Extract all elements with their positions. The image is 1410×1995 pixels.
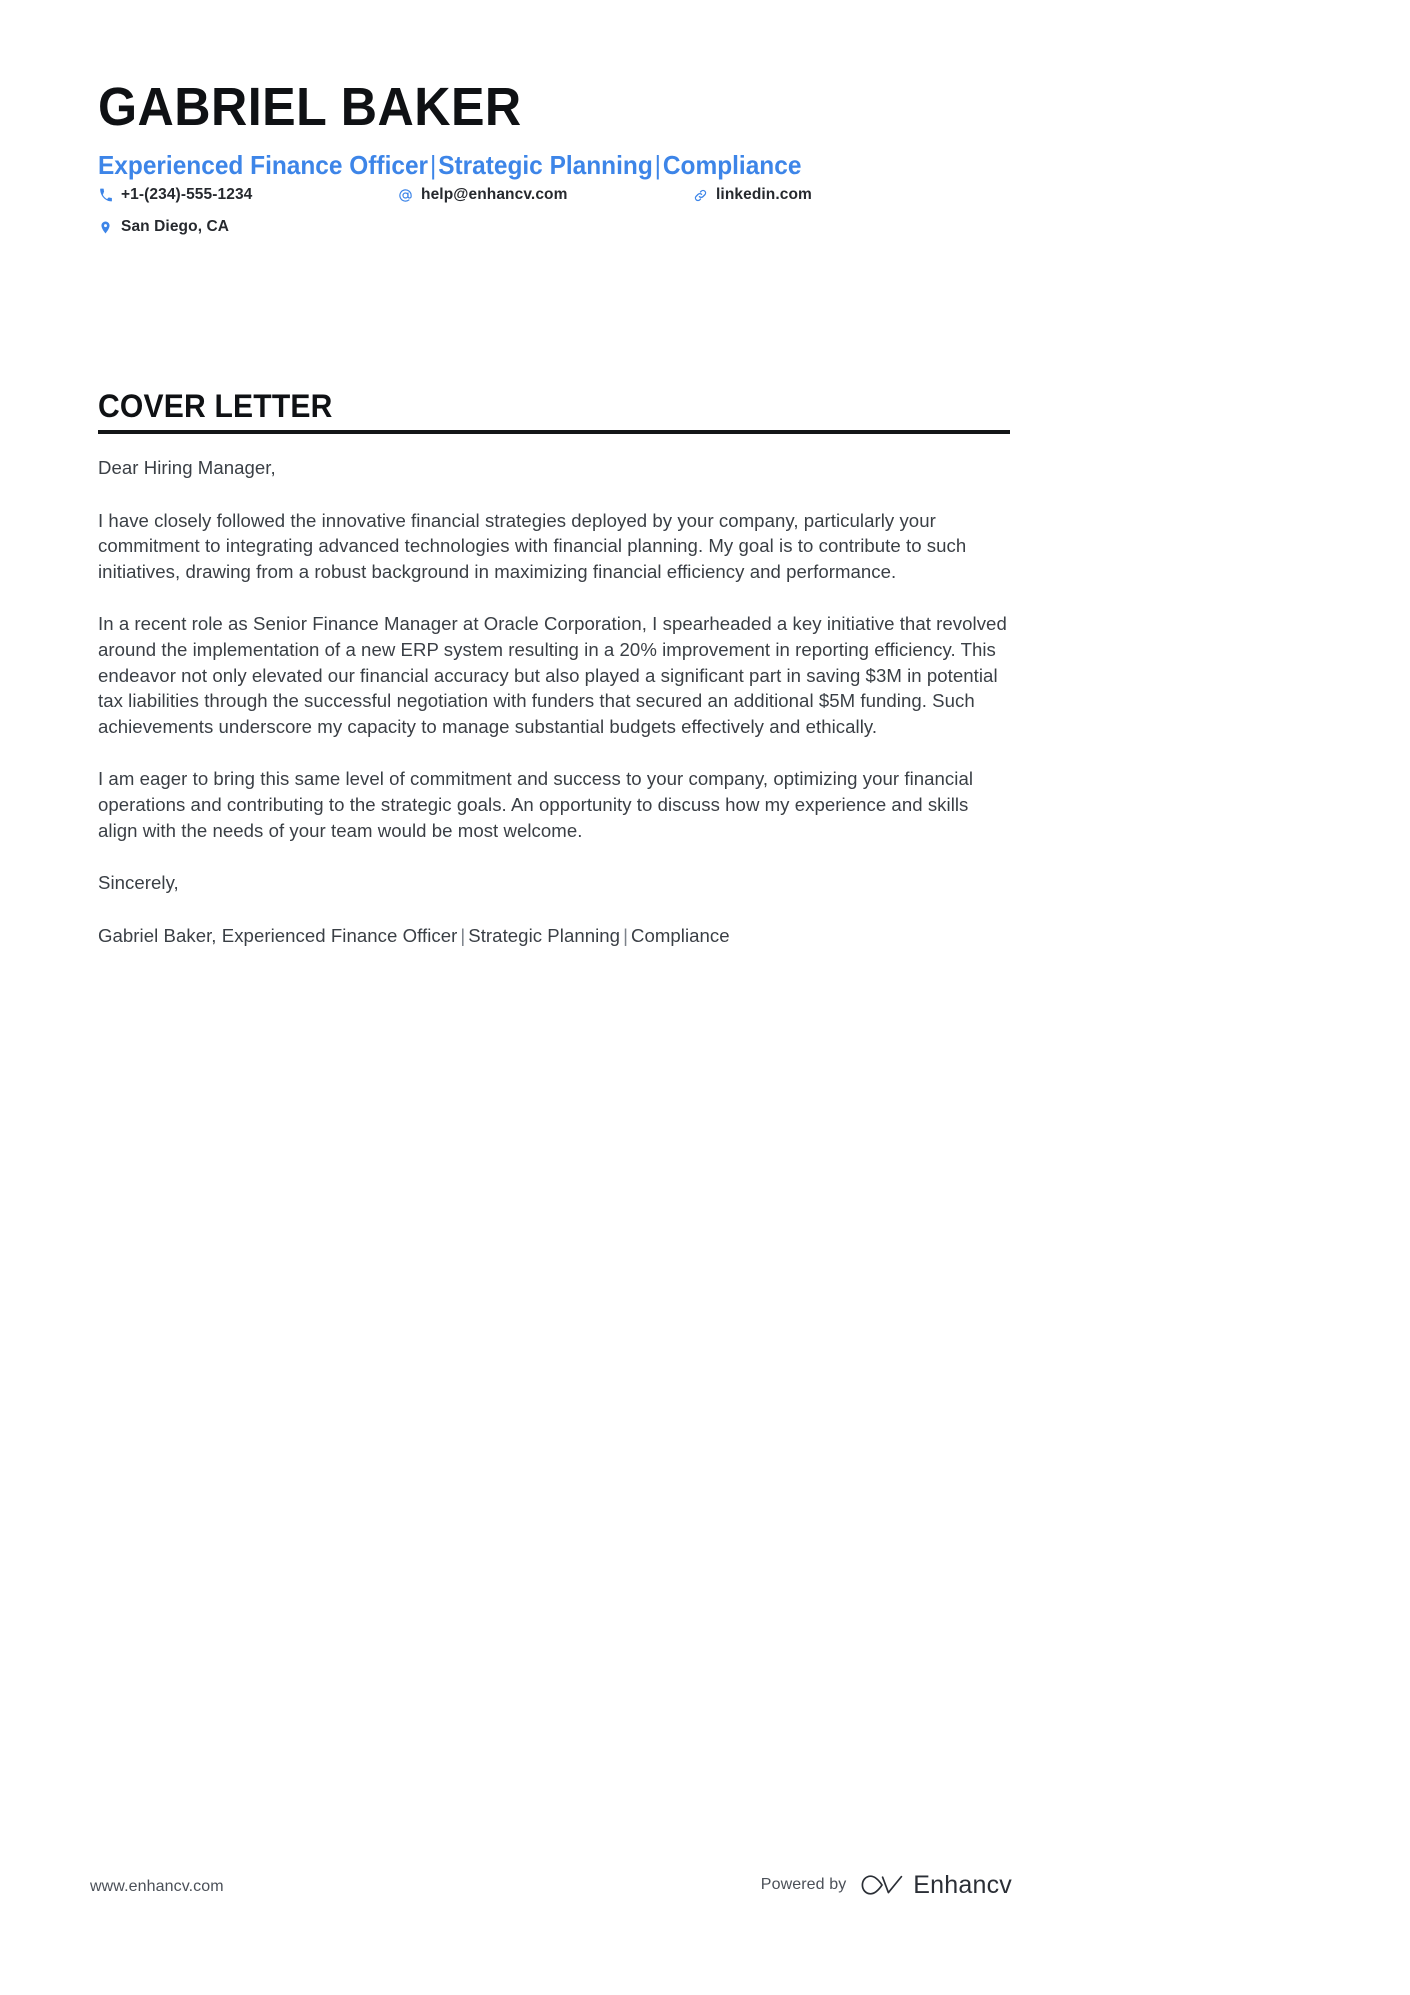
- phone-icon: [98, 188, 113, 203]
- section-cover-letter: [98, 388, 1010, 434]
- section-divider: [98, 430, 1010, 434]
- contact-location-value: San Diego, CA: [121, 218, 230, 235]
- job-title-separator: |: [429, 150, 437, 180]
- signature-separator: |: [460, 924, 466, 946]
- job-title-part-3: Compliance: [662, 150, 802, 180]
- letter-paragraph: I have closely followed the innovative financial strategies deployed by your company, particularly your commitment to integrating advanced technologies with financial planning. My goal is to contribute to such initiatives, drawing from a robust background in maximizing financial efficiency and performance.: [98, 509, 967, 582]
- powered-by-label: Powered by: [760, 1876, 847, 1893]
- footer-brand-block: [761, 1872, 1012, 1898]
- section-title: COVER LETTER: [98, 388, 333, 424]
- job-title-part-2: Strategic Planning: [438, 150, 653, 180]
- contact-location: [98, 218, 398, 236]
- letter-closing: Sincerely,: [98, 872, 179, 894]
- letter-signature: [98, 923, 1010, 949]
- enhancv-infinity-logo-icon: [860, 1872, 904, 1898]
- signature-name: Gabriel Baker,: [98, 924, 217, 946]
- letter-paragraph: I am eager to bring this same level of commitment and success to your company, optimizing your financial operations and contributing to the strategic goals. An opportunity to discuss how my experience and skills align with the needs of your team would be most welcome.: [98, 768, 974, 841]
- job-title: [98, 150, 955, 180]
- contact-link-value: linkedin.com: [716, 186, 812, 203]
- signature-separator: |: [623, 924, 628, 946]
- contact-email-value: help@enhancv.com: [421, 186, 568, 203]
- enhancv-wordmark: Enhancv: [913, 1871, 1012, 1899]
- contact-link[interactable]: [693, 186, 993, 204]
- enhancv-logo: [860, 1872, 1012, 1898]
- contact-row-primary: [98, 186, 1018, 214]
- signature-title-part-1: Experienced Finance Officer: [221, 924, 458, 946]
- page-title: GABRIEL BAKER: [98, 77, 522, 137]
- contact-row-secondary: [98, 218, 1018, 246]
- job-title-separator: |: [654, 150, 662, 180]
- contact-phone[interactable]: [98, 186, 398, 204]
- letter-paragraph: In a recent role as Senior Finance Manager at Oracle Corporation, I spearheaded a key initiative that revolved around the implementation of a new ERP system resulting in a 20% improvement in reporting efficiency. This endeavor not only elevated our financial accuracy but also played a significant part in saving $3M in potential tax liabilities through the successful negotiation with funders that secured an additional $5M funding. Such achievements underscore my capacity to manage substantial budgets effectively and ethically.: [98, 613, 1007, 737]
- footer: [0, 1872, 1410, 1912]
- letter-salutation: Dear Hiring Manager,: [98, 457, 276, 478]
- footer-website[interactable]: www.enhancv.com: [90, 1878, 224, 1895]
- signature-title-part-2: Strategic Planning: [468, 924, 621, 946]
- map-pin-icon: [98, 220, 113, 235]
- header: [98, 78, 1010, 180]
- contact-block: [98, 186, 1018, 246]
- signature-title-part-3: Compliance: [630, 924, 730, 946]
- contact-phone-value: +1-(234)-555-1234: [121, 186, 253, 203]
- at-sign-icon: [398, 188, 413, 203]
- contact-email[interactable]: [398, 186, 693, 204]
- link-icon: [693, 188, 708, 203]
- letter-body: [98, 455, 1010, 948]
- job-title-part-1: Experienced Finance Officer: [98, 150, 429, 180]
